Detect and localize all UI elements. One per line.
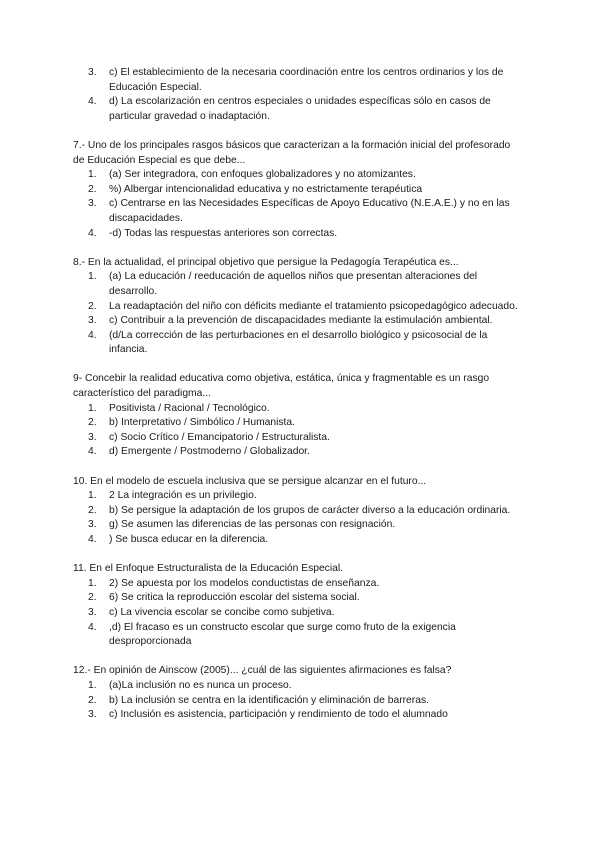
option-text: c) El establecimiento de la necesaria coordinación entre los centros ordinarios y los de Educación Especial. <box>109 67 504 93</box>
option-number: 1. <box>88 169 97 181</box>
question-block <box>0 66 600 124</box>
answer-option <box>0 227 521 242</box>
option-text: b) Se persigue la adaptación de los grupos de carácter diverso a la educación ordinaria. <box>109 504 511 516</box>
answer-list <box>0 402 600 460</box>
option-number: 3. <box>88 198 97 210</box>
option-number: 3. <box>88 606 97 618</box>
option-number: 2. <box>88 300 97 312</box>
document-page <box>0 66 600 737</box>
option-number: 3. <box>88 709 97 721</box>
answer-option <box>0 489 521 504</box>
option-text: b) Interpretativo / Simbólico / Humanista. <box>109 417 295 429</box>
option-text: c) Socio Crítico / Emancipatorio / Estructuralista. <box>109 431 330 443</box>
answer-option <box>0 300 521 315</box>
answer-option <box>0 679 521 694</box>
answer-option <box>0 329 521 358</box>
question-block <box>0 256 600 358</box>
option-text: (a)La inclusión no es nunca un proceso. <box>109 679 292 691</box>
option-number: 2. <box>88 504 97 516</box>
option-text: 6) Se critica la reproducción escolar del sistema social. <box>109 592 360 604</box>
question-text: 11. En el Enfoque Estructuralista de la Educación Especial. <box>73 563 343 575</box>
option-text: 2) Se apuesta por los modelos conductistas de enseñanza. <box>109 577 380 589</box>
option-text: La readaptación del niño con déficits mediante el tratamiento psicopedagógico adecuado. <box>109 300 518 312</box>
option-number: 2. <box>88 417 97 429</box>
option-number: 2. <box>88 694 97 706</box>
option-text: c) Inclusión es asistencia, participación y rendimiento de todo el alumnado <box>109 709 448 721</box>
question-text: 12.- En opinión de Ainscow (2005)... ¿cuál de las siguientes afirmaciones es falsa? <box>73 665 452 677</box>
question-text: 7.- Uno de los principales rasgos básicos que caracterizan a la formación inicial del profesorado de Educación Especial es que debe... <box>73 139 511 166</box>
answer-option <box>0 621 521 650</box>
option-number: 1. <box>88 490 97 502</box>
answer-option <box>0 183 521 198</box>
question-block <box>0 562 600 650</box>
answer-option <box>0 197 521 226</box>
question-text: 10. En el modelo de escuela inclusiva que se persigue alcanzar en el futuro... <box>73 475 427 487</box>
answer-list <box>0 270 600 358</box>
question-block <box>0 664 600 722</box>
option-text: d) Emergente / Postmoderno / Globalizador. <box>109 446 310 458</box>
answer-option <box>0 577 521 592</box>
answer-option <box>0 402 521 417</box>
option-number: 3. <box>88 519 97 531</box>
answer-option <box>0 66 521 95</box>
option-text: c) Centrarse en las Necesidades Específicas de Apoyo Educativo (N.E.A.E.) y no en las discapacidades. <box>109 198 510 224</box>
option-text: c) Contribuir a la prevención de discapacidades mediante la estimulación ambiental. <box>109 315 493 327</box>
option-number: 1. <box>88 679 97 691</box>
option-number: 3. <box>88 67 97 78</box>
answer-option <box>0 270 521 299</box>
question-block <box>0 139 600 241</box>
option-number: 4. <box>88 96 97 108</box>
answer-option <box>0 416 521 431</box>
question-text: 8.- En la actualidad, el principal objetivo que persigue la Pedagogía Terapéutica es... <box>73 256 459 268</box>
option-text: d) La escolarización en centros especiales o unidades específicas sólo en casos de particular gravedad o inadaptación. <box>109 96 491 122</box>
option-number: 2. <box>88 592 97 604</box>
option-text: c) La vivencia escolar se concibe como subjetiva. <box>109 606 335 618</box>
option-text: g) Se asumen las diferencias de las personas con resignación. <box>109 519 396 531</box>
answer-option <box>0 431 521 446</box>
option-number: 1. <box>88 402 97 414</box>
answer-option <box>0 694 521 709</box>
option-number: 4. <box>88 446 97 458</box>
answer-option <box>0 518 521 533</box>
answer-list <box>0 679 600 723</box>
answer-option <box>0 504 521 519</box>
option-number: 4. <box>88 621 97 633</box>
question-text: 9- Concebir la realidad educativa como objetiva, estática, única y fragmentable es un rasgo característico del paradigma... <box>73 373 490 400</box>
option-text: -d) Todas las respuestas anteriores son correctas. <box>109 227 338 239</box>
answer-list <box>0 577 600 650</box>
option-number: 3. <box>88 315 97 327</box>
option-number: 1. <box>88 577 97 589</box>
answer-list <box>0 489 600 547</box>
option-text: (d/La corrección de las perturbaciones en el desarrollo biológico y psicosocial de la infancia. <box>109 329 488 356</box>
option-text: 2 La integración es un privilegio. <box>109 490 257 502</box>
option-text: (a) La educación / reeducación de aquellos niños que presentan alteraciones del desarrollo. <box>109 271 478 297</box>
option-text: %) Albergar intencionalidad educativa y no estrictamente terapéutica <box>109 183 423 195</box>
option-text: ) Se busca educar en la diferencia. <box>109 534 269 545</box>
option-text: b) La inclusión se centra en la identificación y eliminación de barreras. <box>109 694 429 706</box>
option-text: (a) Ser integradora, con enfoques globalizadores y no atomizantes. <box>109 169 416 181</box>
answer-option <box>0 314 521 329</box>
answer-option <box>0 95 521 124</box>
answer-option <box>0 606 521 621</box>
answer-option <box>0 533 521 548</box>
answer-option <box>0 168 521 183</box>
option-number: 1. <box>88 271 97 283</box>
option-number: 2. <box>88 183 97 195</box>
option-text: Positivista / Racional / Tecnológico. <box>109 402 270 414</box>
answer-list <box>0 168 600 241</box>
answer-option <box>0 591 521 606</box>
option-number: 3. <box>88 431 97 443</box>
question-block <box>0 475 600 548</box>
option-text: ,d) El fracaso es un constructo escolar que surge como fruto de la exigencia desproporcionada <box>109 621 456 648</box>
answer-option <box>0 708 521 723</box>
question-block <box>0 372 600 460</box>
option-number: 4. <box>88 534 97 545</box>
option-number: 4. <box>88 227 97 239</box>
answer-list <box>0 66 600 124</box>
answer-option <box>0 445 521 460</box>
option-number: 4. <box>88 329 97 341</box>
